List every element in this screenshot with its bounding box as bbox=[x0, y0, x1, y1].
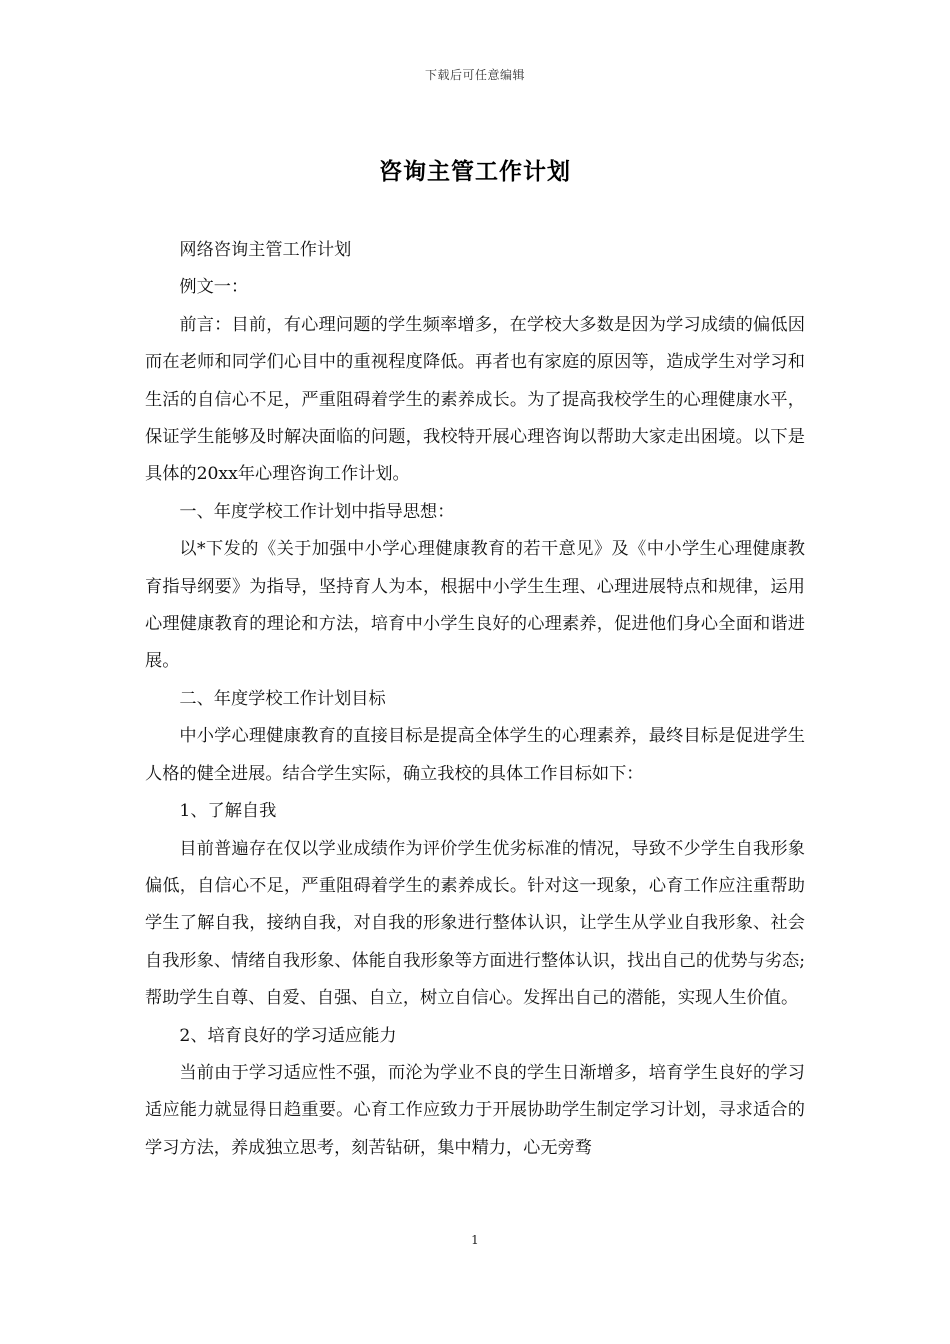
header-note: 下载后可任意编辑 bbox=[424, 68, 525, 82]
paragraph-goals: 中小学心理健康教育的直接目标是提高全体学生的心理素养，最终目标是促进学生人格的健全进展。结合学生实际，确立我校的具体工作目标如下： bbox=[145, 726, 805, 784]
paragraph-know-yourself: 目前普遍存在仅以学业成绩作为评价学生优劣标准的情况，导致不少学生自我形象偏低，自信心不足，严重阻碍着学生的素养成长。针对这一现象，心育工作应注重帮助学生了解自我，接纳自我，对自我的形象进行整体认识，让学生从学业自我形象、社会自我形象、情绪自我形象、体能自我形象等方面进行整体认识，找出自己的优势与劣态;帮助学生自尊、自爱、自强、自立，树立自信心。发挥出自己的潜能，实现人生价值。 bbox=[145, 838, 805, 1009]
paragraph-guiding-ideas: 以*下发的《关于加强中小学心理健康教育的若干意见》及《中小学生心理健康教育指导纲要》为指导，坚持育人为本，根据中小学生生理、心理进展特点和规律，运用心理健康教育的理论和方法，培育中小学生良好的心理素养，促进他们身心全面和谐进展。 bbox=[145, 539, 805, 672]
paragraph-learning-adaptability: 当前由于学习适应性不强，而沦为学业不良的学生日渐增多，培育学生良好的学习适应能力就显得日趋重要。心育工作应致力于开展协助学生制定学习计划，寻求适合的学习方法，养成独立思考，刻苦钻研，集中精力，心无旁骛 bbox=[145, 1062, 805, 1158]
paragraph-preface: 前言：目前，有心理问题的学生频率增多，在学校大多数是因为学习成绩的偏低因而在老师和同学们心目中的重视程度降低。再者也有家庭的原因等，造成学生对学习和生活的自信心不足，严重阻碍着学生的素养成长。为了提高我校学生的心理健康水平，保证学生能够及时解决面临的问题，我校特开展心理咨询以帮助大家走出困境。以下是具体的20xx年心理咨询工作计划。 bbox=[145, 314, 805, 485]
page-number: 1 bbox=[471, 1233, 479, 1247]
subheading-learning-adaptability: 2、培育良好的学习适应能力 bbox=[179, 1025, 397, 1046]
section-heading-guiding-ideas: 一、年度学校工作计划中指导思想： bbox=[179, 501, 455, 522]
document-body bbox=[145, 232, 805, 1167]
section-heading-goals: 二、年度学校工作计划目标 bbox=[179, 688, 386, 709]
subheading-know-yourself: 1、了解自我 bbox=[179, 801, 277, 822]
paragraph-example-label: 例文一： bbox=[179, 277, 249, 298]
document-title: 咨询主管工作计划 bbox=[379, 158, 571, 185]
paragraph-subtitle: 网络咨询主管工作计划 bbox=[179, 240, 352, 260]
